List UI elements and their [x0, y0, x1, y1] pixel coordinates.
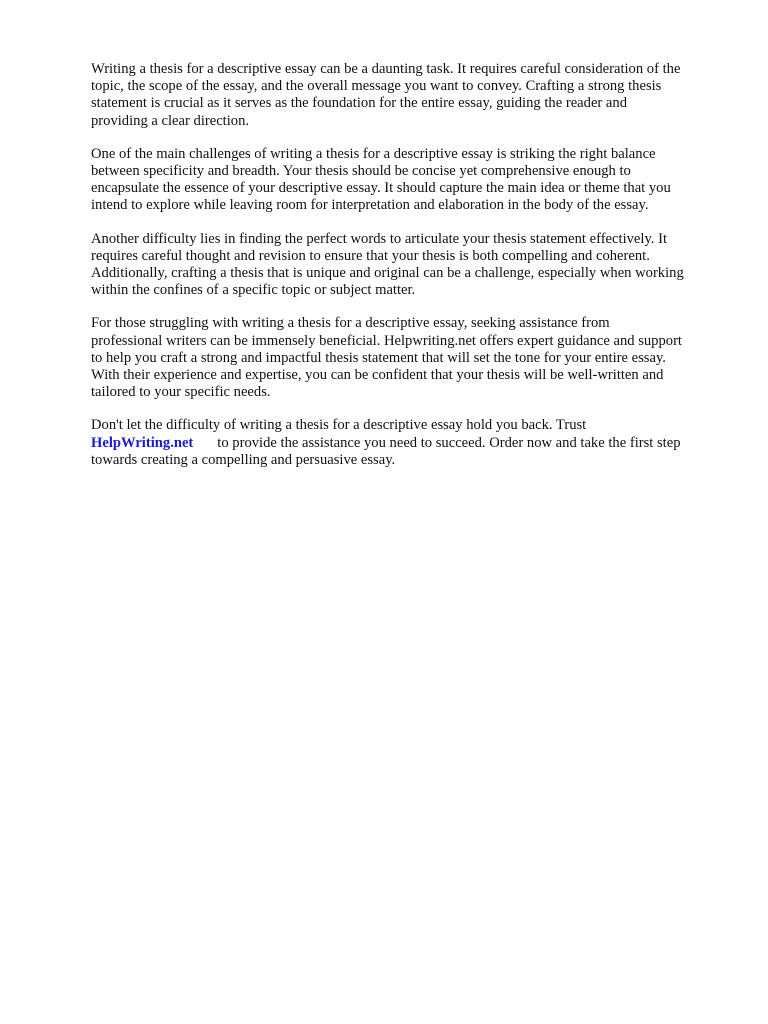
paragraph-line: One of the main challenges of writing a thesis for a descriptive essay is striking the right balance	[91, 145, 656, 162]
paragraph-line-with-link	[91, 435, 731, 452]
helpwriting-link[interactable]: HelpWriting.net	[91, 434, 194, 451]
paragraph-line: Don't let the difficulty of writing a thesis for a descriptive essay hold you back. Trust	[91, 417, 587, 434]
paragraph-line: requires careful thought and revision to ensure that your thesis is both compelling and coherent.	[91, 247, 650, 264]
paragraph-assistance	[91, 315, 731, 401]
paragraph-line: tailored to your specific needs.	[91, 384, 271, 401]
paragraph-closing	[91, 417, 731, 469]
paragraph-intro	[91, 61, 731, 130]
paragraph-line: towards creating a compelling and persuasive essay.	[91, 451, 396, 468]
paragraph-line: providing a clear direction.	[91, 112, 250, 129]
paragraph-line: With their experience and expertise, you can be confident that your thesis will be well-written and	[91, 367, 664, 384]
paragraph-line: within the confines of a specific topic or subject matter.	[91, 282, 416, 299]
paragraph-line: Writing a thesis for a descriptive essay can be a daunting task. It requires careful consideration of the	[91, 61, 681, 77]
paragraph-line: between specificity and breadth. Your thesis should be concise yet comprehensive enough to	[91, 163, 631, 180]
document-body	[91, 61, 731, 485]
paragraph-line: professional writers can be immensely beneficial. Helpwriting.net offers expert guidance and support	[91, 332, 682, 349]
paragraph-line: to help you craft a strong and impactful thesis statement that will set the tone for your entire essay.	[91, 349, 666, 366]
paragraph-line: Additionally, crafting a thesis that is unique and original can be a challenge, especially when working	[91, 265, 684, 282]
paragraph-line: topic, the scope of the essay, and the overall message you want to convey. Crafting a strong thesis	[91, 78, 662, 95]
paragraph-line: intend to explore while leaving room for interpretation and elaboration in the body of the essay.	[91, 197, 649, 214]
paragraph-line-rest: to provide the assistance you need to succeed. Order now and take the first step	[217, 434, 681, 451]
paragraph-line: encapsulate the essence of your descriptive essay. It should capture the main idea or theme that you	[91, 180, 671, 197]
paragraph-challenges	[91, 146, 731, 215]
paragraph-line: statement is crucial as it serves as the foundation for the entire essay, guiding the reader and	[91, 95, 627, 112]
paragraph-line: For those struggling with writing a thesis for a descriptive essay, seeking assistance from	[91, 315, 610, 332]
paragraph-line: Another difficulty lies in finding the perfect words to articulate your thesis statement effectively. It	[91, 230, 668, 247]
paragraph-difficulty	[91, 231, 731, 300]
